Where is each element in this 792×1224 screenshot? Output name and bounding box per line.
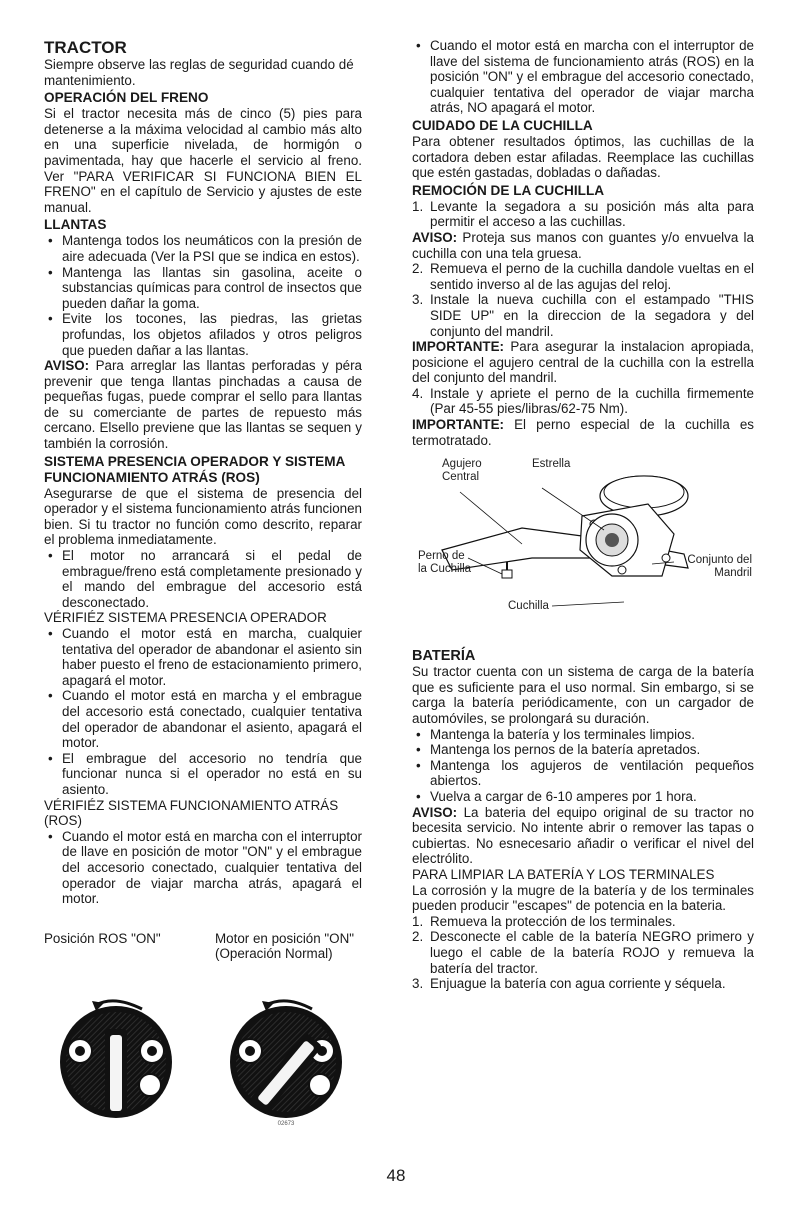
step-number: 2.	[412, 261, 424, 277]
battery-bullet-2: • Mantenga los pernos de la batería apretados.	[412, 742, 754, 758]
step-number: 1.	[412, 913, 424, 929]
verify-presence-bullet-3: • El embrague del accesorio no tendría que funcionar nunca si el operador no está en su asiento.	[44, 751, 362, 798]
clean-step-1	[412, 914, 754, 930]
removal-step-1	[412, 199, 754, 230]
notice-label: AVISO:	[412, 229, 458, 245]
step-text: Instale la nueva cuchilla con el estampado "THIS SIDE UP" en la direccion de la segadora y del conjunto del mandril.	[430, 292, 754, 339]
ros-bullet-1: • Cuando el motor está en marcha con el interruptor de llave del sistema de funcionamiento atrás (ROS) en la posición "ON" y el embrague del accesorio conectado, cualquier tentativa del operador de viajar marcha atrás, NO apagará el motor.	[412, 38, 754, 116]
important-1	[412, 339, 754, 386]
knob-normal-icon	[230, 1001, 342, 1118]
removal-step-4	[412, 386, 754, 417]
label-agujero: Agujero Central	[442, 458, 482, 484]
battery-title: BATERÍA	[412, 648, 476, 665]
important-text: Para asegurar la instalacion apropiada, posicione el agujero central de la cuchilla con la estrella del conjunto del mandril.	[412, 339, 754, 386]
important-label: IMPORTANTE:	[412, 339, 504, 355]
step-text: Levante la segadora a su posición más alta para permitir el acceso a las cuchillas.	[430, 198, 754, 230]
clean-text: La corrosión y la mugre de la batería y de los terminales pueden producir "escapes" de potencia en la bateria.	[412, 882, 754, 914]
label-estrella: Estrella	[532, 458, 571, 471]
tires-title: LLANTAS	[44, 217, 107, 233]
clean-title: PARA LIMPIAR LA BATERÍA Y LOS TERMINALES	[412, 866, 715, 882]
battery-notice	[412, 805, 754, 867]
verify-ros-bullet-1: • Cuando el motor está en marcha con el interruptor de llave en posición de motor "ON" y el embrague del accesorio conectado, cualquier tentativa del operador de viajar marcha atrás, apagará el motor.	[44, 829, 362, 907]
step-number: 3.	[412, 292, 424, 308]
tires-bullet-1: • Mantenga todos los neumáticos con la presión de aire adecuada (Ver la PSI que se indica en estos).	[44, 233, 362, 264]
right-column	[412, 38, 754, 992]
system-bullet-1: • El motor no arrancará si el pedal de embrague/freno está completamente presionado y el mando del embrague del accesorio está desconectado.	[44, 548, 362, 610]
step-text: Desconecte el cable de la batería NEGRO primero y luego el cable de la batería ROJO y remueva la batería del tractor.	[430, 929, 754, 976]
verify-presence-bullet-1: • Cuando el motor está en marcha, cualquier tentativa del operador de abandonar el asiento sin haber puesto el freno de estacionamiento primero, apagará el motor.	[44, 626, 362, 688]
brake-text: Si el tractor necesita más de cinco (5) pies para detenerse a la máxima velocidad al cambio más alto en una superficie nivelada, de hormigón o pavimentada, hay que hacerle el servicio al freno. Ver "PARA VERIFICAR SI FUNCIONA BIEN EL FRENO" en el capítulo de Servicio y ajustes de este manual.	[44, 106, 362, 215]
tires-notice	[44, 358, 362, 452]
tires-notice-text: Para arreglar las llantas perforadas y péra prevenir que tenga llantas pinchadas a causa de pequeñas fugas, puede comprar el sello para llantas de su comerciante de partes de repuesto más cercano. Elsello previene que las llantas se sequen y también la corrosión.	[44, 358, 362, 452]
step-number: 3.	[412, 976, 424, 992]
important-text: El perno especial de la cuchilla es termotratado.	[412, 417, 754, 448]
knob-ros-icon	[60, 1001, 172, 1118]
step-text: Remueva la protección de los terminales.	[430, 913, 676, 929]
brake-title: OPERACIÓN DEL FRENO	[44, 90, 209, 106]
important-label: IMPORTANTE:	[412, 417, 504, 433]
system-text: Asegurarse de que el sistema de presencia del operador y el sistema funcionamiento atrás funcionen bien. Si tu tractor no función como descrito, reparar el problema inmediatamente.	[44, 485, 362, 548]
label-perno: Perno de la Cuchilla	[418, 550, 472, 576]
ignition-switch-figures	[44, 987, 362, 1127]
removal-notice	[412, 230, 754, 261]
tires-bullet-2: • Mantenga las llantas sin gasolina, aceite o substancias químicas para control de insectos que pueden dañar la goma.	[44, 265, 362, 312]
label-conjunto: Conjunto del Mandril	[687, 554, 752, 580]
bolt-icon	[502, 562, 512, 578]
tractor-title: TRACTOR	[44, 38, 127, 57]
step-number: 2.	[412, 929, 424, 945]
step-number: 1.	[412, 198, 424, 214]
clean-step-2	[412, 929, 754, 976]
blade-care-title: CUIDADO DE LA CUCHILLA	[412, 117, 593, 133]
important-2	[412, 417, 754, 448]
step-number: 4.	[412, 385, 424, 401]
verify-presence-title: VÉRIFIÉZ SISTEMA PRESENCIA OPERADOR	[44, 610, 327, 626]
notice-text: Proteja sus manos con guantes y/o envuelva la cuchilla con una tela gruesa.	[412, 229, 754, 261]
removal-step-2	[412, 261, 754, 292]
verify-presence-bullet-2: • Cuando el motor está en marcha y el embrague del accesorio está conectado, cualquier tentativa del operador de abandonar el asiento, apagará el motor.	[44, 688, 362, 750]
knob-label-normal: Motor en posición "ON" (Operación Normal)	[215, 930, 355, 962]
left-column	[44, 38, 362, 1127]
clean-step-3	[412, 976, 754, 992]
removal-step-3	[412, 292, 754, 339]
battery-bullet-4: • Vuelva a cargar de 6-10 amperes por 1 hora.	[412, 789, 754, 805]
tires-bullet-3: • Evite los tocones, las piedras, las grietas profundas, los objetos afilados y otros peligros que pueden dañar a las llantas.	[44, 311, 362, 358]
tractor-text: Siempre observe las reglas de seguridad cuando dé mantenimiento.	[44, 57, 354, 88]
battery-notice-text: La bateria del equipo original de su tractor no becesita servicio. No intente abrir o remover las tapas o cubiertas. No esnecesario añadir o verificar el nivel del electrólito.	[412, 804, 754, 867]
battery-text: Su tractor cuenta con un sistema de carga de la batería que es suficiente para el uso normal. Sin embargo, si se carga la batería periódicamente, con un cargador de automóviles, se prolongará su duración.	[412, 664, 754, 727]
knob-labels	[44, 931, 362, 987]
knob-label-ros: Posición ROS "ON"	[44, 930, 161, 946]
ignition-switch-illustration	[44, 987, 362, 1127]
step-text: Remueva el perno de la cuchilla dandole vueltas en el sentido inverso al de las agujas del reloj.	[430, 261, 754, 292]
verify-ros-title: VÉRIFIÉZ SISTEMA FUNCIONAMIENTO ATRÁS (ROS)	[44, 797, 339, 829]
battery-notice-label: AVISO:	[412, 804, 458, 820]
step-text: Instale y apriete el perno de la cuchilla firmemente (Par 45-55 pies/libras/62-75 Nm).	[430, 385, 754, 417]
system-title: SISTEMA PRESENCIA OPERADOR Y SISTEMA FUNCIONAMIENTO ATRÁS (ROS)	[44, 453, 345, 485]
blade-diagram	[412, 458, 754, 636]
battery-bullet-3: • Mantenga los agujeros de ventilación pequeños abiertos.	[412, 758, 754, 789]
page-number: 48	[386, 1166, 406, 1185]
step-text: Enjuague la batería con agua corriente y séquela.	[430, 976, 726, 992]
blade-removal-title: REMOCIÓN DE LA CUCHILLA	[412, 182, 605, 198]
blade-care-text: Para obtener resultados óptimos, las cuchillas de la cortadora deben estar afiladas. Reemplace las cuchillas que estén gastadas, dobladas o dañadas.	[412, 133, 754, 181]
label-cuchilla: Cuchilla	[508, 600, 549, 613]
tires-notice-label: AVISO:	[44, 358, 90, 374]
blade-illustration	[412, 458, 754, 636]
battery-bullet-1: • Mantenga la batería y los terminales limpios.	[412, 727, 754, 743]
figure-code: 02673	[277, 1120, 295, 1127]
